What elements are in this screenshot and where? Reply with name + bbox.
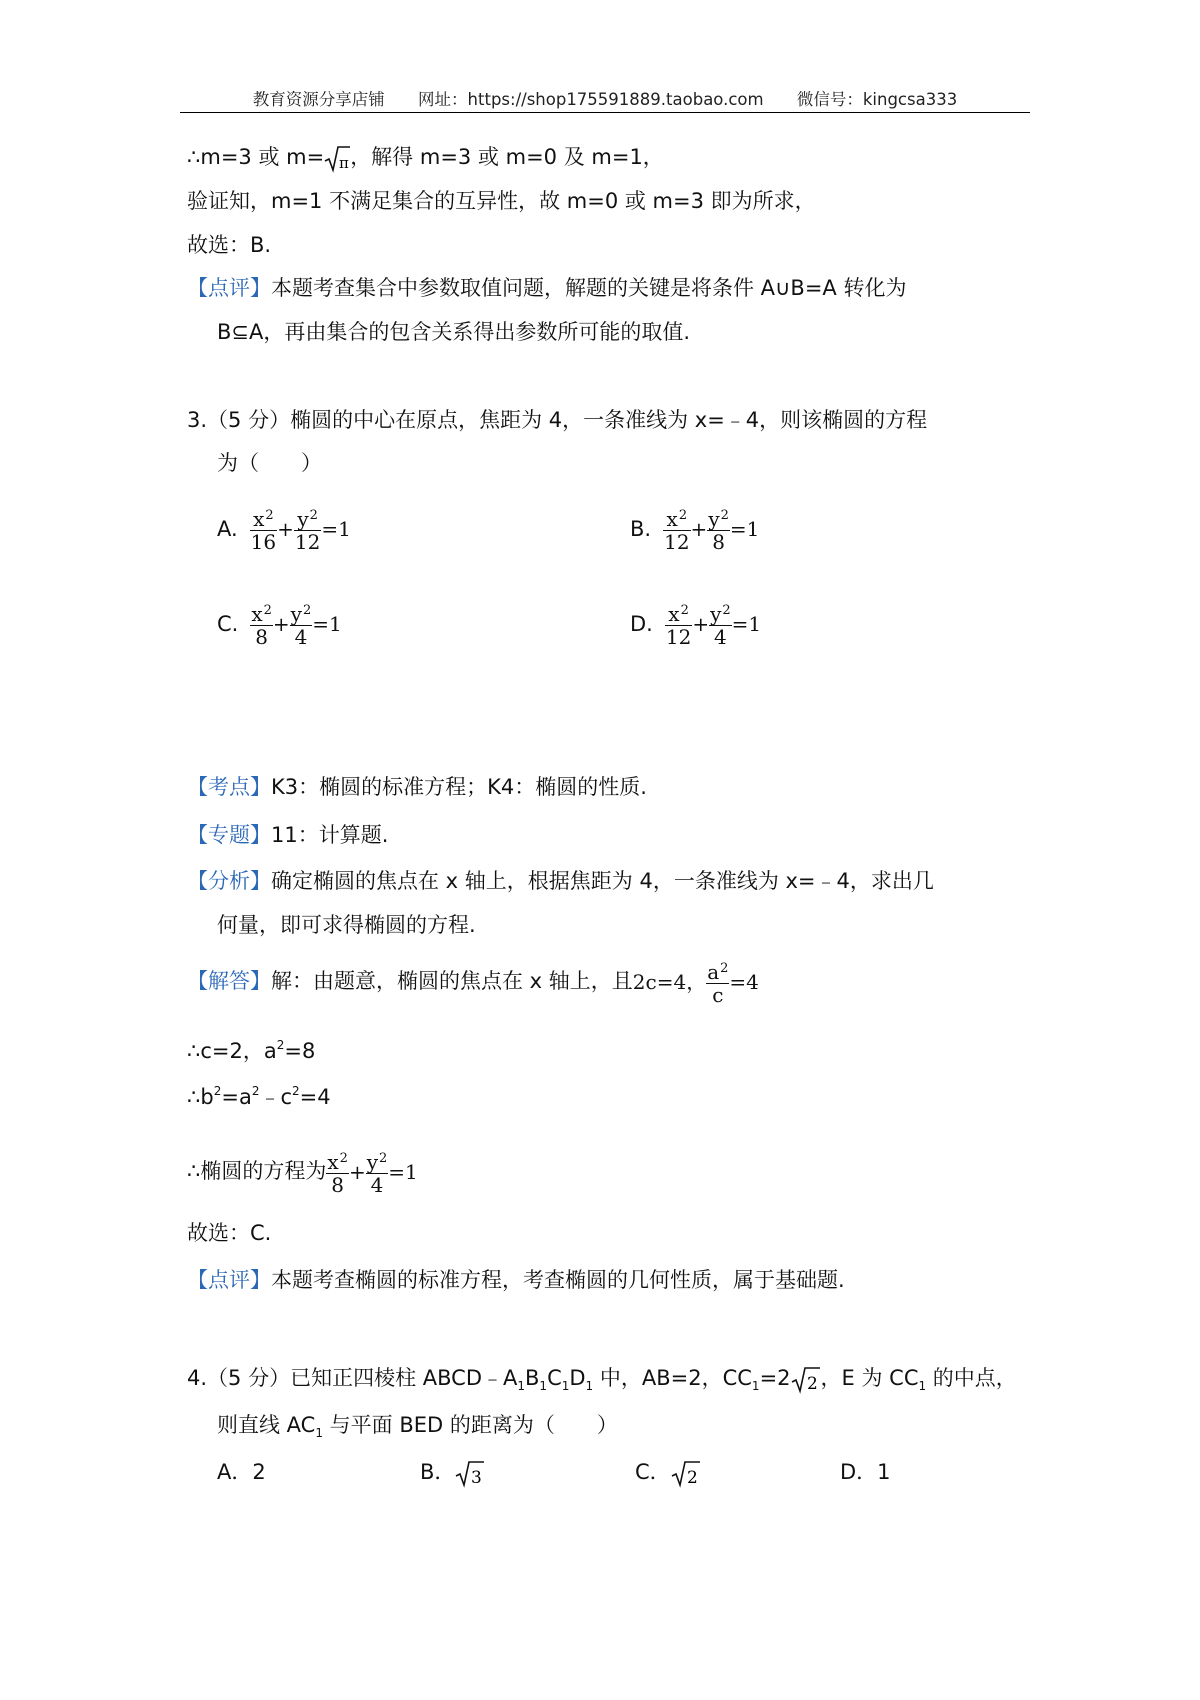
header-url: 网址：https://shop175591889.taobao.com [418, 90, 764, 109]
q4-stem-1: 4.（5 分）已知正四棱柱 $ABCD﹣A_1B_1C_1D_1$ 中，AB=2，$CC_1=2$ 2 ，E 为 $CC_1$ 的中点， [187, 1363, 1017, 1401]
review-text: 本题考查椭圆的标准方程，考查椭圆的几何性质，属于基础题. [271, 1268, 845, 1292]
q2-review-2: B⊆A，再由集合的包含关系得出参数所可能的取值. [217, 320, 691, 344]
q2-text: ∴m=3 或 m= [187, 145, 325, 169]
fraction: $\frac{y^2}{4}$ [710, 602, 731, 649]
q3-stem-1: 3.（5 分）椭圆的中心在原点，焦距为 4，一条准线为 x=﹣4，则该椭圆的方程 [187, 408, 928, 432]
svg-text:2: 2 [806, 1373, 818, 1394]
q3-jieda: 【解答】解：由题意，椭圆的焦点在 x 轴上，且2c=4， $\frac{a^2}{c}$ =4 [187, 960, 759, 1007]
review-text: 本题考查集合中参数取值问题，解题的关键是将条件 A∪B=A 转化为 [271, 276, 907, 300]
q4-option-b[interactable]: B． 3 [420, 1457, 485, 1489]
q3-zhuanti [187, 820, 388, 850]
q2-text: ，解得 m=3 或 m=0 及 m=1， [350, 145, 664, 169]
q4-option-c[interactable]: C． 2 [635, 1457, 701, 1489]
fraction: $\frac{y^2}{12}$ [294, 507, 321, 554]
q3-stem-2: 为（ ） [217, 451, 322, 475]
q3-option-b[interactable]: B. $\frac{x^2}{12}$ + $\frac{y^2}{8}$ =1 [630, 507, 760, 554]
header-rule [180, 112, 1030, 113]
q2-line-3: 故选：B. [187, 233, 272, 257]
sqrt-symbol [455, 1458, 485, 1489]
q4-option-d[interactable]: D．1 [840, 1460, 891, 1484]
sqrt-symbol [324, 143, 350, 174]
fraction: $\frac{x^2}{16}$ [250, 507, 277, 554]
q3-kaodian [187, 772, 647, 802]
q4-option-a[interactable]: A．2 [217, 1460, 266, 1484]
svg-text:2: 2 [686, 1467, 698, 1488]
q2-line-1 [187, 142, 664, 174]
q3-option-d[interactable]: D. $\frac{x^2}{12}$ + $\frac{y^2}{4}$ =1 [630, 602, 762, 649]
sqrt-symbol [671, 1458, 701, 1489]
jieda-text: 解：由题意，椭圆的焦点在 x 轴上，且 [271, 969, 633, 993]
option-label: D. [630, 612, 653, 636]
svg-text:3: 3 [471, 1467, 483, 1488]
q4-stem-2: 则直线 $AC_1$ 与平面 BED 的距离为（ ） [217, 1413, 618, 1440]
q3-choice: 故选：C. [187, 1221, 272, 1245]
fraction: $\frac{x^2}{12}$ [665, 602, 692, 649]
fenxi-tag: 【分析】 [187, 869, 271, 893]
fraction: $\frac{a^2}{c}$ [707, 960, 729, 1007]
page-header [180, 86, 1030, 110]
jieda-tag: 【解答】 [187, 969, 271, 993]
q3-step-3: ∴椭圆的方程为 $\frac{x^2}{8}$ + $\frac{y^2}{4}$ =1 [187, 1150, 418, 1197]
kaodian-tag: 【考点】 [187, 775, 271, 799]
fraction: $\frac{x^2}{12}$ [664, 507, 690, 554]
option-label: C. [217, 612, 239, 636]
q3-step-2: $\therefore b^2=a^2﹣c^2=4$ [187, 1084, 331, 1109]
zhuanti-text: 11：计算题. [271, 823, 389, 847]
zhuanti-tag: 【专题】 [187, 823, 271, 847]
kaodian-text: K3：椭圆的标准方程；K4：椭圆的性质. [271, 775, 647, 799]
q2-review [187, 273, 906, 303]
sqrt-symbol [791, 1364, 821, 1395]
option-label: B. [630, 517, 652, 541]
q3-option-a[interactable]: A. $\frac{x^2}{16}$ + $\frac{y^2}{12}$ =1 [217, 507, 351, 554]
review-tag: 【点评】 [187, 276, 271, 300]
q3-fenxi-2: 何量，即可求得椭圆的方程. [217, 913, 476, 937]
q3-option-c[interactable]: C. $\frac{x^2}{8}$ + $\frac{y^2}{4}$ =1 [217, 602, 342, 649]
review-tag: 【点评】 [187, 1268, 271, 1292]
fenxi-text: 确定椭圆的焦点在 x 轴上，根据焦距为 4，一条准线为 x=﹣4，求出几 [271, 869, 934, 893]
fraction: $\frac{y^2}{4}$ [366, 1150, 388, 1197]
option-label: A. [217, 517, 238, 541]
fraction: $\frac{y^2}{8}$ [708, 507, 729, 554]
fraction: $\frac{y^2}{4}$ [290, 602, 312, 649]
header-shop: 教育资源分享店铺 [252, 90, 385, 109]
q3-review [187, 1265, 845, 1295]
jieda-eq: 2c=4， [632, 970, 707, 994]
q3-step-1: ∴c=2，$a^2=8$ [187, 1038, 316, 1063]
header-wechat: 微信号：kingcsa333 [796, 90, 958, 109]
q2-line-2: 验证知，m=1 不满足集合的互异性，故 m=0 或 m=3 即为所求， [187, 189, 816, 213]
svg-text:π: π [339, 153, 350, 172]
fraction: $\frac{x^2}{8}$ [327, 1150, 348, 1197]
fraction: $\frac{x^2}{8}$ [251, 602, 272, 649]
q3-fenxi [187, 866, 934, 896]
